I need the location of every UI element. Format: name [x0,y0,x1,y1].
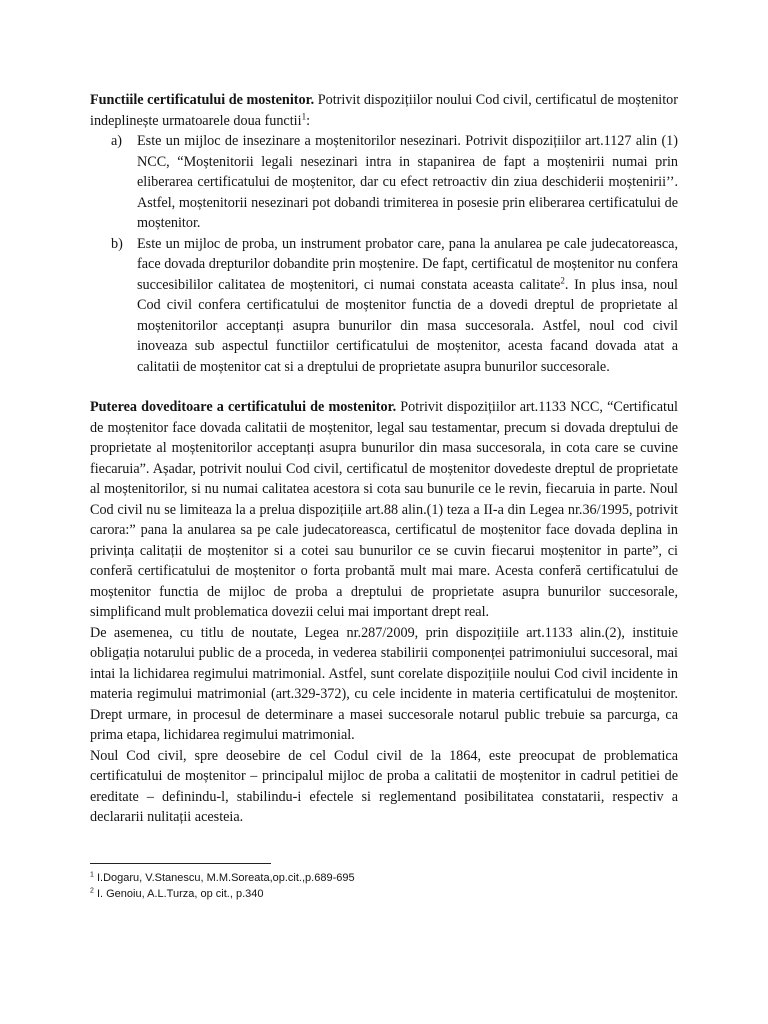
list-marker: b) [111,235,123,252]
list-item-text: Este un mijloc de insezinare a moștenitorilor nesezinari. Potrivit dispozițiilor art.1127 alin (1) NCC, “Moștenitorii legali nesezinari intra in stapanirea de fapt a moștenirii numai prin eliberarea certificatului de moștenitor, dar cu efect retroactiv din ziua deschiderii moștenirii’’. Astfel, moștenitorii nesezinari pot dobandi trimiterea in posesie prin eliberarea certificatului de moștenitor. [137,133,678,231]
footnotes [90,870,355,902]
section-heading-functions: Functiile certificatului de mostenitor. [90,92,315,108]
paragraph-text: Potrivit dispozițiilor art.1133 NCC, “Certificatul de moștenitor face dovada calitatii de moștenitor, legal sau testamentar, precum si dovada dreptului de proprietate al moștenitorilor acceptanți asupra bunurilor din masa succesorala, in cota care se cuvine fiecaruia”. Așadar, potrivit noului Cod civil, certificatul de moștenitor dovedeste dreptul de proprietate al moștenitorilor, si nu numai calitatea acestora si cota sau bunurile ce le revin, fiecaruia in parte. Noul Cod civil nu se limiteaza la a prelua dispozițiile art.88 alin.(1) teza a II-a din Legea nr.36/1995, potrivit carora:” pana la anularea sa pe cale judecatoreasca, certificatul de moștenitor face dovada deplina in privința calitații de moștenitor si a cotei sau bunurilor ce se cuvin fiecarui moștenitor in parte”, ci conferă certificatului de moștenitor o forta probantă mult mai mare. Acesta conferă certificatului de moștenitor functia de mijloc de proba a dreptului de proprietate asupra bunurilor succesorale, simplificand mult problematica dovezii celui mai important drept real. [90,399,678,620]
intro-end: : [306,112,311,129]
paragraph-matrimonial: De asemenea, cu titlu de noutate, Legea nr.287/2009, prin dispozițiile art.1133 alin.(2), instituie obligația notarului public de a proceda, in vederea stabilirii componenței patrimoniului succesoral, mai intai la lichidarea regimului matrimonial. Astfel, sunt corelate dispozițiile noului Cod civil incidente in materia regimului matrimonial (art.329-372), cu cele incidente in materia certificatului de moștenitor. Drept urmare, in procesul de determinare a masei succesorale notarul public trebuie sa parcurga, ca prima etapa, lichidarea regimului matrimonial. [90,624,678,743]
list-marker: a) [111,133,123,149]
list-item-text: Este un mijloc de proba, un instrument probator care, pana la anularea pe cale judecatoreasca, face dovada drepturilor dobandite prin moștenire. De fapt, certificatul de moștenitor nu confera succesibililor calitatea de moștenitori, ci numai constata aceasta calitate [137,235,678,293]
section-heading-probative: Puterea doveditoare a certificatului de mostenitor. [90,399,397,415]
footnote-number: 1 [90,871,94,879]
section-probative-force [90,397,678,623]
footnote-text: I.Dogaru, V.Stanescu, M.M.Soreata,op.cit.,p.689-695 [93,872,355,884]
paragraph-new-civil-code: Noul Cod civil, spre deosebire de cel Codul civil de la 1864, este preocupat de problematica certificatului de moștenitor – principalul mijloc de proba a calitatii de moștenitor in cadrul petitiei de ereditate – definindu-l, stabilindu-i efectele si reglementand posibilitatea constatarii, respectiv a declararii nulitații acesteia. [90,747,678,825]
footnote-ref-1[interactable]: 1 [301,110,307,121]
footnote-ref-2[interactable]: 2 [560,274,565,285]
footnote-1 [90,870,355,886]
list-item-text-continued: . In plus insa, noul Cod civil confera certificatului de moștenitor functia de a dovedi dreptul de proprietate al moștenitorilor acceptanți asupra bunurilor din masa succesorala. Astfel, noul cod civil inoveaza sub aspectul functiilor certificatului de moștenitor, acesta facand dovada atat a calitatii de moștenitor cat si a dreptului de proprietate asupra bunurilor succesorale. [137,276,678,375]
list-item-a [90,131,678,234]
intro-text: Potrivit dispozițiilor noului Cod civil, certificatul de moștenitor indeplinește urmatoarele doua functii [90,92,678,129]
footnote-number: 2 [90,887,94,895]
footnote-2 [90,886,355,902]
footnote-text: I. Genoiu, A.L.Turza, op cit., p.340 [93,888,264,900]
functions-list [90,131,678,377]
footnote-separator [90,863,271,864]
section-functions-intro [90,90,678,131]
list-item-b [90,234,678,378]
